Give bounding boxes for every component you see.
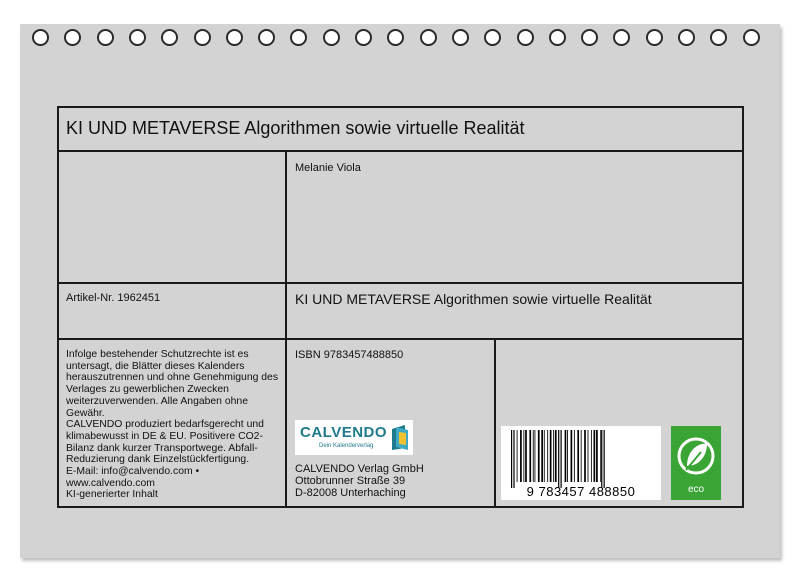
barcode-bar [591, 430, 592, 482]
publisher-line: D-82008 Unterhaching [295, 487, 406, 499]
barcode-bar [594, 430, 596, 482]
binding-hole [226, 29, 243, 46]
barcode-bar [571, 430, 573, 482]
legal-line: weiterzuverwenden. Alle Angaben ohne [66, 395, 248, 407]
barcode-bar [601, 430, 602, 488]
barcode-bar [517, 430, 518, 482]
author-name: Melanie Viola [295, 162, 361, 174]
binding-hole [678, 29, 695, 46]
legal-line: Bilanz dank kurzer Transportwege. Abfall- [66, 442, 258, 454]
barcode-bar [558, 430, 559, 488]
publisher-line: CALVENDO Verlag GmbH [295, 463, 424, 475]
isbn-number: ISBN 9783457488850 [295, 349, 404, 361]
binding-hole [355, 29, 372, 46]
barcode-bar [565, 430, 567, 482]
legal-notice [66, 349, 281, 501]
legal-line: E-Mail: info@calvendo.com • [66, 466, 200, 478]
binding-hole [32, 29, 49, 46]
legal-line: CALVENDO produziert bedarfsgerecht und [66, 419, 264, 431]
binding-hole [743, 29, 760, 46]
binding-hole [97, 29, 114, 46]
table-divider [494, 338, 496, 508]
barcode-bar [588, 430, 589, 482]
barcode-bar [511, 430, 512, 488]
barcode-bar [596, 430, 598, 482]
barcode-bar [529, 430, 531, 482]
binding-hole [258, 29, 275, 46]
binding-hole [387, 29, 404, 46]
legal-line: herauszutrennen und ohne Genehmigung des [66, 372, 279, 384]
binding-hole [452, 29, 469, 46]
binding-hole [323, 29, 340, 46]
barcode-bar [544, 430, 545, 482]
barcode-bar [525, 430, 527, 482]
article-title: KI UND METAVERSE Algorithmen sowie virtuelle Realität [295, 291, 652, 307]
barcode-bar [555, 430, 557, 482]
calendar-logo-icon [391, 424, 409, 451]
legal-line: Verlages zu gewerblichen Zwecken [66, 384, 229, 396]
barcode-digits: 9 783457 488850 [526, 484, 636, 499]
barcode-bar [604, 430, 605, 488]
eco-label: eco [687, 484, 705, 495]
binding-hole [420, 29, 437, 46]
barcode-bar [513, 430, 514, 488]
legal-line: Infolge bestehender Schutzrechte ist es [66, 349, 249, 360]
binding-holes [32, 29, 772, 47]
barcode-bar [581, 430, 582, 482]
barcode-bar [553, 430, 554, 482]
binding-hole [613, 29, 630, 46]
table-divider [57, 150, 744, 152]
barcode-bar [584, 430, 586, 482]
barcode-bar [574, 430, 575, 482]
legal-line: KI-generierter Inhalt [66, 489, 158, 501]
table-divider [57, 338, 744, 340]
legal-line: www.calvendo.com [66, 477, 155, 489]
calvendo-logo [295, 420, 413, 455]
binding-hole [194, 29, 211, 46]
logo-name: CALVENDO [300, 424, 388, 441]
eco-badge [671, 426, 721, 500]
barcode-bar [538, 430, 540, 482]
barcode-bar [520, 430, 522, 482]
binding-hole [517, 29, 534, 46]
binding-hole [710, 29, 727, 46]
binding-hole [646, 29, 663, 46]
table-divider [57, 282, 744, 284]
barcode-bar [561, 430, 562, 488]
barcode-bar [535, 430, 536, 482]
binding-hole [549, 29, 566, 46]
barcode-bar [600, 430, 601, 482]
binding-hole [581, 29, 598, 46]
isbn-barcode [501, 426, 661, 500]
table-divider [285, 150, 287, 508]
binding-hole [484, 29, 501, 46]
barcode-bar [550, 430, 552, 482]
binding-hole [64, 29, 81, 46]
calendar-title: KI UND METAVERSE Algorithmen sowie virtuelle Realität [66, 118, 525, 138]
legal-line: untersagt, die Blätter dieses Kalenders [66, 360, 245, 372]
binding-hole [290, 29, 307, 46]
barcode-bar [577, 430, 579, 482]
article-number: Artikel-Nr. 1962451 [66, 292, 161, 304]
legal-line: klimabewusst in DE & EU. Positivere CO2- [66, 430, 263, 442]
barcode-icon [501, 426, 661, 500]
legal-line: Gewähr. [66, 407, 105, 419]
barcode-bar [547, 430, 548, 482]
binding-hole [161, 29, 178, 46]
barcode-bar [567, 430, 568, 482]
barcode-bar [541, 430, 543, 482]
publisher-address [295, 463, 424, 499]
publisher-line: Ottobrunner Straße 39 [295, 475, 406, 487]
barcode-bar [523, 430, 524, 482]
legal-line: Reduzierung dank Einzelstückfertigung. [66, 454, 250, 466]
barcode-bar [533, 430, 534, 482]
binding-hole [129, 29, 146, 46]
logo-tagline: Dein Kalenderverlag [319, 443, 374, 449]
